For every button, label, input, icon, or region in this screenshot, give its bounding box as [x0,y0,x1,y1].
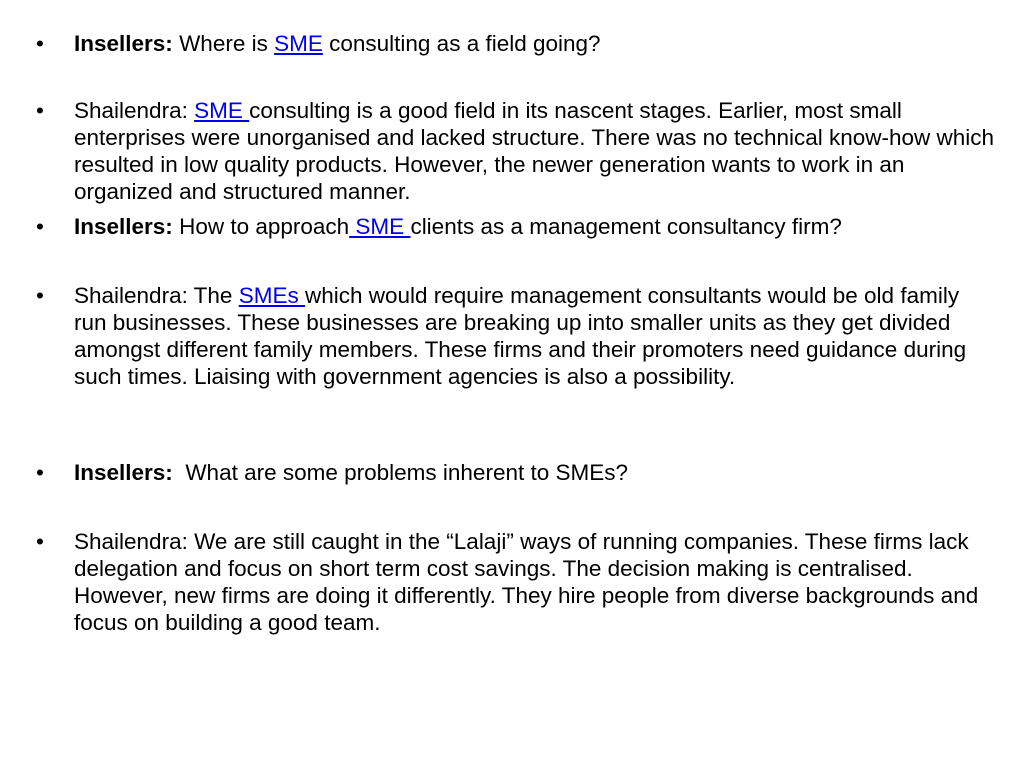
item-text-part: consulting is a good field in its nascent stages. Earlier, most small enterprises were unorganised and lacked structure. There was no technical know-how which resulted in low quality products. However, the newer generation wants to work in an organized and structured manner. [74,98,995,204]
item-text [74,97,996,205]
sme-link[interactable]: SME [274,31,323,56]
item-text-part: How to approach [172,214,350,239]
item-text [74,528,996,636]
sme-link[interactable]: SME [349,214,411,239]
item-text-part: Shailendra: We are still caught in the “Lalaji” ways of running companies. These firms lack delegation and focus on short term cost savings. The decision making is centralised. However, new firms are doing it differently. They hire people from diverse backgrounds and focus on building a good team. [74,529,979,635]
sme-link[interactable]: SME [194,98,250,123]
speaker-label: Insellers: [74,31,173,56]
bullet: • [36,214,44,239]
bullet: • [36,529,44,554]
item-text-part: consulting as a field going? [322,31,601,56]
item-text [74,30,996,57]
speaker-label: Insellers: [74,460,173,485]
bullet: • [36,31,44,56]
item-text-part: Shailendra: [74,98,195,123]
smes-link[interactable]: SMEs [238,283,305,308]
item-text-part: Where is [172,31,275,56]
bullet: • [36,98,44,123]
item-text-part: which would require management consultants would be old family run businesses. These businesses are breaking up into smaller units as they get divided amongst different family members. These firms and their promoters need guidance during such times. Liaising with government agencies is also a possibility. [74,283,967,389]
item-text [74,459,996,486]
item-text-part: clients as a management consultancy firm? [410,214,842,239]
item-text [74,213,996,240]
bullet: • [36,283,44,308]
item-text-part: Shailendra: The [74,283,239,308]
bullet: • [36,460,44,485]
item-text-part: What are some problems inherent to SMEs? [172,460,629,485]
item-text [74,282,996,390]
speaker-label: Insellers: [74,214,173,239]
